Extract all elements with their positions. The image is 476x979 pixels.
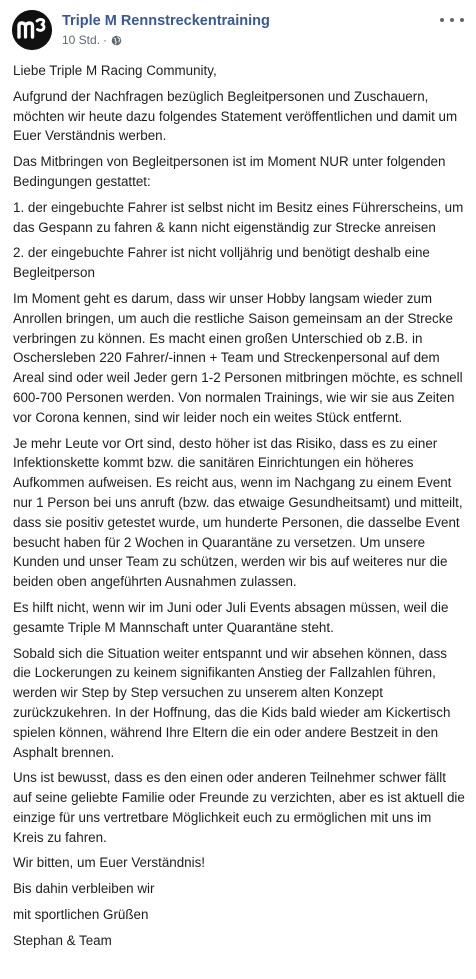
post-paragraph: Sobald sich die Situation weiter entspannt und wir absehen können, dass die Lockerungen zu keinem signifikanten Anstieg der Fallzahlen führen, werden wir Step by Step versuchen zu unserem alten Konzept zurückzukehren. In der Hoffnung, das die Kids bald wieder am Kickertisch spielen können, während Ihre Eltern die ein oder andere Bestzeit in den Asphalt brennen. — [13, 645, 451, 760]
page-name-link[interactable]: Triple M Rennstreckentraining — [62, 13, 270, 29]
post-paragraph: Liebe Triple M Racing Community, — [13, 63, 217, 78]
globe-icon[interactable] — [111, 35, 122, 46]
meta-separator: · — [103, 33, 108, 47]
post-paragraph: Im Moment geht es darum, dass wir unser Hobby langsam wieder zum Anrollen bringen, um auch die restliche Saison gemeinsam an der Strecke verbringen zu können. Es macht einen großen Unterschied ob z.B. in Oschersleben 220 Fahrer/-innen + Team und Streckenpersonal auf dem Areal sind oder weil Jeder gern 1-2 Personen mitbringen möchte, es schnell 600-700 Personen werden. Von normalen Trainings, wie wir sie aus Zeiten vor Corona kennen, sind wir leider noch ein weites Stück entfernt. — [13, 290, 463, 425]
post-text — [13, 61, 465, 957]
post-meta — [62, 33, 122, 47]
page-avatar[interactable] — [12, 10, 52, 50]
post-paragraph: Bis dahin verbleiben wir — [13, 881, 155, 897]
post-paragraph: 1. der eingebuchte Fahrer ist selbst nicht im Besitz eines Führerscheins, um das Gespann zu fahren & kann nicht eigenständig zur Strecke anreisen — [13, 199, 464, 235]
post-paragraph: 2. der eingebuchte Fahrer ist nicht volljährig und benötigt deshalb eine Begleitperson — [13, 245, 430, 281]
post-paragraph: Stephan & Team — [13, 932, 112, 948]
post-paragraph: Das Mitbringen von Begleitpersonen ist im Moment NUR unter folgenden Bedingungen gestattet: — [13, 154, 446, 189]
post-paragraph: Aufgrund der Nachfragen bezüglich Begleitpersonen und Zuschauern, möchten wir heute dazu folgendes Statement veröffentlichen und damit um Euer Verständnis werben. — [13, 88, 458, 144]
post-paragraph: Es hilft nicht, wenn wir im Juni oder Juli Events absagen müssen, weil die gesamte Triple M Mannschaft unter Quarantäne steht. — [13, 599, 449, 635]
more-options-icon[interactable] — [440, 12, 464, 28]
post-header — [12, 10, 468, 54]
post-paragraph: Wir bitten, um Euer Verständnis! — [13, 855, 206, 871]
post-paragraph: Je mehr Leute vor Ort sind, desto höher ist das Risiko, dass es zu einer Infektionskette kommt bzw. die sanitären Einrichtungen ein höheres Aufkommen aufweisen. Es reicht aus, wenn im Nachgang zu einem Event nur 1 Person bei uns anruft (bzw. das etwaige Gesundheitsamt) und mitteilt, dass sie positiv getestet wurde, um hunderte Personen, die dasselbe Event besucht haben für 2 Wochen in Quarantäne zu versetzen. Um unsere Kunden und unser Team zu schützen, werden wir bis auf weiteres nur die beiden oben angeführten Ausnahmen zulassen. — [13, 435, 463, 590]
post-paragraph: mit sportlichen Grüßen — [13, 907, 149, 923]
post-timestamp[interactable]: 10 Std. — [62, 33, 101, 47]
post-paragraph: Uns ist bewusst, dass es den einen oder anderen Teilnehmer schwer fällt auf seine geliebte Familie oder Freunde zu verzichten, aber es ist aktuell die einzige für uns vertretbare Möglichkeit euch zu ermöglichen mit uns im Kreis zu fahren. — [13, 770, 465, 845]
triple-m-logo-icon — [12, 10, 52, 50]
